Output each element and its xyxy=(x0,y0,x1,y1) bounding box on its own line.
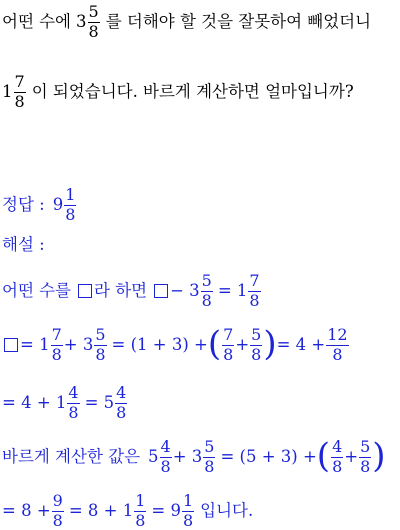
fraction-numerator: 5 xyxy=(360,437,371,456)
fraction xyxy=(134,493,146,530)
close-paren: ) xyxy=(263,324,277,365)
fraction-denominator: 8 xyxy=(251,344,262,364)
math-expression: = (1 + 3) + xyxy=(111,335,208,355)
fraction-numerator: 7 xyxy=(249,271,260,290)
math-expression: + xyxy=(344,447,359,467)
mixed-number-whole: 3 xyxy=(76,12,87,32)
fraction-denominator: 8 xyxy=(360,456,371,476)
fraction-numerator: 5 xyxy=(201,271,212,290)
mixed-number-whole: 1 xyxy=(2,82,13,102)
question-prefix: 어떤 수에 xyxy=(2,12,72,32)
answer-fraction xyxy=(64,187,76,224)
fraction-denominator: 8 xyxy=(201,290,212,310)
answer-line xyxy=(2,187,400,224)
math-expression: = 1 xyxy=(217,281,248,301)
fraction xyxy=(52,493,64,530)
fraction-denominator: 8 xyxy=(249,290,260,310)
fraction-denominator: 8 xyxy=(135,510,146,530)
fraction xyxy=(203,439,215,476)
fraction-numerator: 7 xyxy=(14,72,25,91)
fraction xyxy=(88,4,100,41)
fraction xyxy=(248,273,260,310)
question-suffix: 이 되었습니다. 바르게 계산하면 얼마입니까? xyxy=(31,82,354,102)
blank-box-icon xyxy=(78,284,92,298)
fraction xyxy=(201,273,213,310)
fraction-denominator: 8 xyxy=(14,91,25,111)
math-expression: = 9 xyxy=(151,501,181,521)
explanation-line-5 xyxy=(2,493,400,530)
explanation-line-4 xyxy=(2,436,400,477)
fraction-numerator: 1 xyxy=(135,491,146,510)
fraction-numerator: 4 xyxy=(332,437,343,456)
fraction-numerator: 1 xyxy=(65,185,76,204)
question-suffix: 를 더해야 할 것을 잘못하여 빼었더니 xyxy=(105,12,372,32)
fraction-numerator: 4 xyxy=(68,383,79,402)
fraction-denominator: 8 xyxy=(88,21,99,41)
fraction-denominator: 8 xyxy=(52,510,63,530)
fraction xyxy=(51,327,63,364)
fraction xyxy=(326,327,348,364)
math-expression: = 5 xyxy=(84,393,115,413)
math-expression: + xyxy=(235,335,250,355)
explanation-line-2 xyxy=(2,324,400,365)
fraction-numerator: 5 xyxy=(251,325,262,344)
explanation-line-3 xyxy=(2,385,400,422)
question-line-1 xyxy=(2,4,400,41)
math-expression: = 1 xyxy=(20,335,50,355)
fraction-denominator: 8 xyxy=(160,456,171,476)
fraction xyxy=(331,439,343,476)
fraction-denominator: 8 xyxy=(68,402,79,422)
math-expression: + 3 xyxy=(63,335,94,355)
fraction-denominator: 8 xyxy=(182,510,194,530)
math-expression: + 3 xyxy=(172,447,203,467)
explanation-text: 라 하면 xyxy=(94,281,148,301)
answer-label: 정답 : xyxy=(2,195,45,215)
question-line-2 xyxy=(2,74,400,111)
fraction-numerator: 4 xyxy=(116,383,127,402)
explanation-heading: 해설 : xyxy=(2,235,45,254)
fraction-numerator: 5 xyxy=(95,325,106,344)
fraction-denominator: 8 xyxy=(51,344,62,364)
explanation-text: 어떤 수를 xyxy=(2,281,72,301)
fraction xyxy=(182,493,194,530)
fraction xyxy=(222,327,234,364)
math-expression: 5 xyxy=(148,447,159,467)
open-paren: ( xyxy=(207,324,222,365)
blank-box-icon xyxy=(154,284,168,298)
explanation-heading-line xyxy=(2,237,400,254)
math-expression: = 4 + 1 xyxy=(2,393,67,413)
fraction-numerator: 12 xyxy=(327,325,348,344)
math-expression: = (5 + 3) + xyxy=(220,447,317,467)
fraction-numerator: 7 xyxy=(223,325,234,344)
math-expression: = 8 + xyxy=(2,501,51,521)
blank-box-icon xyxy=(4,338,18,352)
fraction xyxy=(250,327,262,364)
fraction-numerator: 9 xyxy=(52,491,63,510)
explanation-text: 바르게 계산한 값은 xyxy=(2,447,141,467)
fraction xyxy=(94,327,106,364)
fraction-denominator: 8 xyxy=(116,402,127,422)
open-paren: ( xyxy=(316,436,331,477)
fraction-numerator: 5 xyxy=(88,2,99,21)
fraction xyxy=(67,385,79,422)
fraction-denominator: 8 xyxy=(65,204,76,224)
fraction xyxy=(115,385,127,422)
fraction xyxy=(160,439,172,476)
fraction-denominator: 8 xyxy=(332,344,343,364)
math-expression: − 3 xyxy=(170,281,200,301)
fraction-denominator: 8 xyxy=(223,344,234,364)
math-expression: = 8 + 1 xyxy=(68,501,134,521)
fraction-denominator: 8 xyxy=(332,456,343,476)
math-expression: = 4 + xyxy=(276,335,326,355)
fraction-numerator: 5 xyxy=(204,437,215,456)
fraction-denominator: 8 xyxy=(204,456,215,476)
answer-whole: 9 xyxy=(52,195,64,215)
fraction-denominator: 8 xyxy=(95,344,106,364)
fraction xyxy=(359,439,371,476)
fraction xyxy=(14,74,26,111)
fraction-numerator: 7 xyxy=(51,325,62,344)
close-paren: ) xyxy=(372,436,386,477)
fraction-numerator: 4 xyxy=(160,437,171,456)
fraction-numerator: 1 xyxy=(182,491,194,510)
explanation-line-1 xyxy=(2,273,400,310)
explanation-text: 입니다. xyxy=(200,501,254,521)
